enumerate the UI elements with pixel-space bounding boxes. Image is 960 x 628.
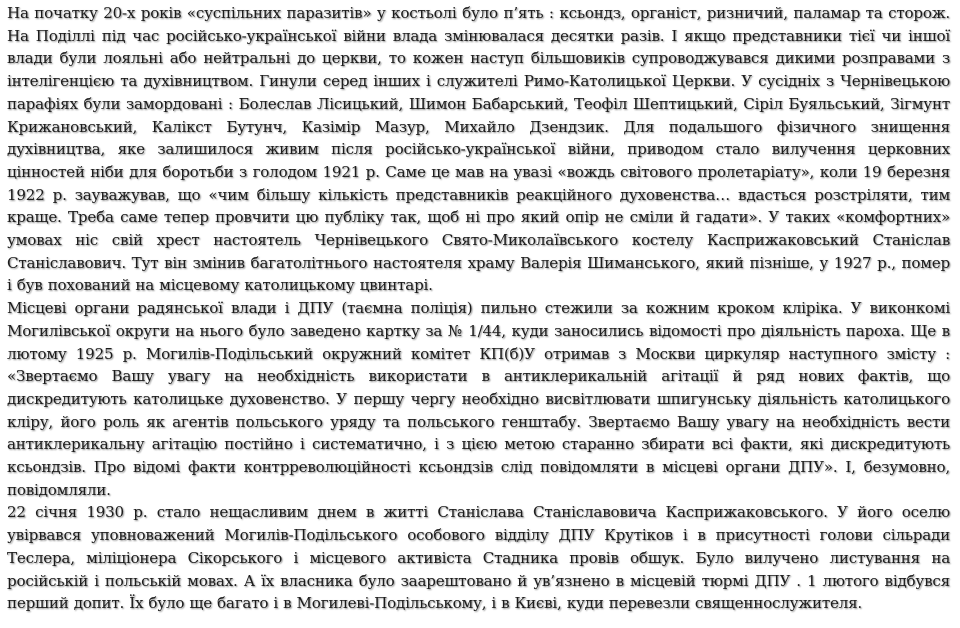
paragraph-2: Місцеві органи радянської влади і ДПУ (таємна поліція) пильно стежили за кожним кроком кліріка. У виконкомі Могилівської округи на нього було заведено картку за № 1/44, куди заносились відомості про діяльність пароха. Ще в лютому 1925 р. Могилів-Подільський окружний комітет КП(б)У отримав з Москви циркуляр наступного змісту : «Звертаємо Вашу увагу на необхідність використати в антиклерикальній агітації й ряд нових фактів, що дискредитують католицьке духовенство. У першу чергу необхідно висвітлювати шпигунську діяльність католицького кліру, його роль як агентів польського уряду та польського генштабу. Звертаємо Вашу увагу на необхідність вести антиклерикальну агітацію постійно і систематично, і з цією метою старанно збирати всі факти, які дискредитують ксьондзів. Про відомі факти контрреволюційності ксьондзів слід повідомляти в місцеві органи ДПУ». І, безумовно, повідомляли. [7, 299, 950, 499]
paragraph-3: 22 січня 1930 р. стало нещасливим днем в житті Станіслава Станіславовича Касприжаковського. У його оселю увірвався уповноважений Могилів-Подільського особового відділу ДПУ Крутіков і в присутності голови сільради Теслера, міліціонера Сікорського і місцевого активіста Стадника провів обшук. Було вилучено листування на російській і польській мовах. А їх власника було заарештовано й ув’язнено в місцевій тюрмі ДПУ . 1 лютого відбувся перший допит. Їх було ще багато і в Могилеві-Подільському, і в Києві, куди перевезли священнослужителя. [7, 503, 950, 613]
paragraph-1: На початку 20-х років «суспільних паразитів» у костьолі було п’ять : ксьондз, органіст, ризничий, паламар та сторож. На Поділлі під час російсько-української війни влада змінювалася десятки разів. І якщо представники тієї чи іншої влади були лояльні або нейтральні до церкви, то кожен наступ більшовиків супроводжувався дикими розправами з інтелігенцією та духівництвом. Гинули серед інших і служителі Римо-Католицької Церкви. У сусідніх з Чернівецькою парафіях були замордовані : Болеслав Лісицький, Шимон Бабарський, Теофіл Шептицький, Сіріл Буяльський, Зігмунт Крижановський, Калікст Бутунч, Казімір Мазур, Михайло Дзендзик. Для подальшого фізичного знищення духівництва, яке залишилося живим після російсько-української війни, приводом стало вилучення церковних цінностей ніби для боротьби з голодом 1921 р. Саме це мав на увазі «вождь світового пролетаріату», коли 19 березня 1922 р. зауважував, що «чим більшу кількість представників реакційного духовенства… вдасться розстріляти, тим краще. Треба саме тепер провчити цю публіку так, щоб ні про який опір не сміли й гадати». У таких «комфортних» умовах ніс свій хрест настоятель Чернівецького Свято-Миколаївського костелу Касприжаковський Станіслав Станіславович. Тут він змінив багатолітнього настоятеля храму Валерія Шиманського, який пізніше, у 1927 р., помер і був похований на місцевому католицькому цвинтарі. [7, 4, 950, 295]
